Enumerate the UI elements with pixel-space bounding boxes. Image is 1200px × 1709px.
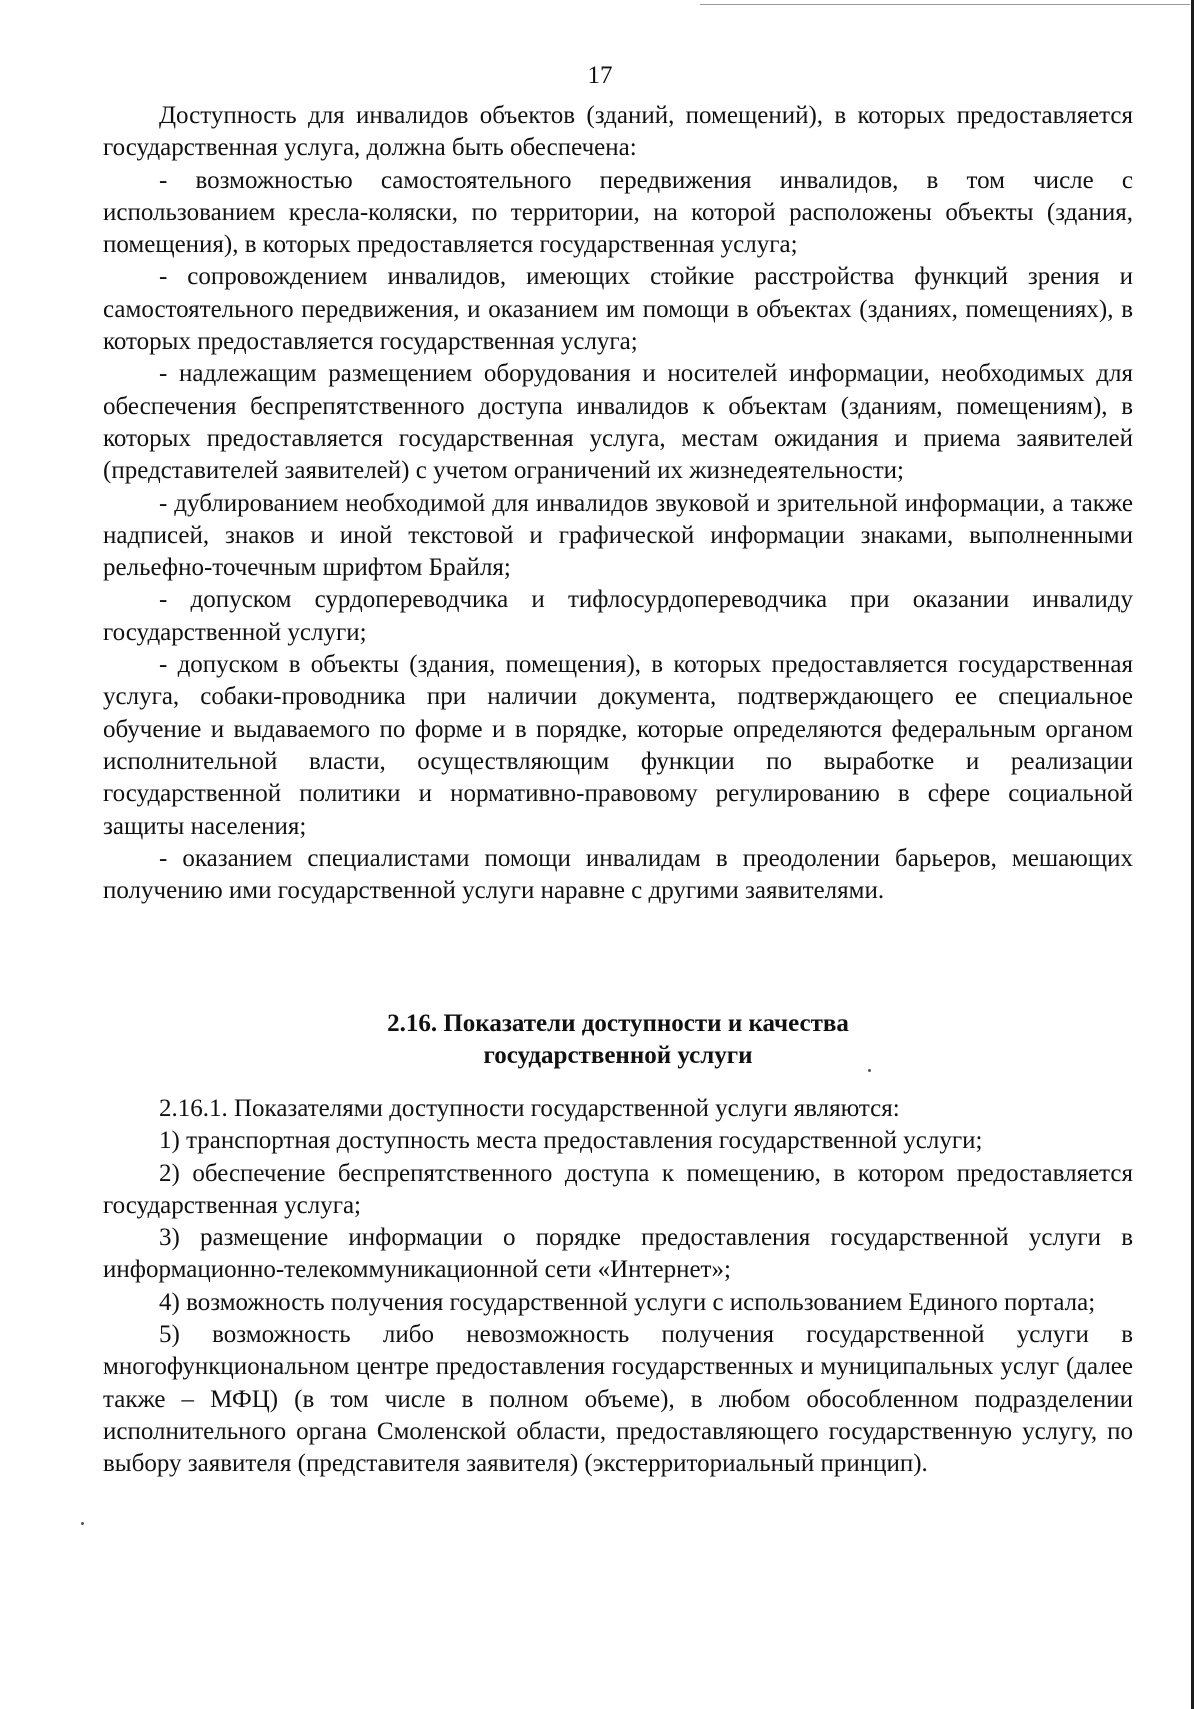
accessibility-indicators-section [103, 1093, 1133, 1481]
scan-edge-right-line [1191, 0, 1194, 1709]
list-item-guide-dog: - допуском в объекты (здания, помещения), в которых предоставляется государственная услуга, собаки-проводника при наличии документа, подтверждающего ее специальное обучение и выдаваемого по форме и в порядке, которые определяются федеральным органом исполнительной власти, осуществляющим функции по выработке и реализации государственной политики и нормативно-правовому регулированию в сфере социальной защиты населения; [103, 651, 1133, 840]
scan-edge-top-line [700, 4, 1190, 5]
list-item-escort: - сопровождением инвалидов, имеющих стойкие расстройства функций зрения и самостоятельного передвижения, и оказанием им помощи в объектах (зданиях, помещениях), в которых предоставляется государственная услуга; [103, 263, 1133, 356]
indicator-item-3: 3) размещение информации о порядке предоставления государственной услуги в информационно-телекоммуникационной сети «Интернет»; [103, 1224, 1133, 1284]
page-number: 17 [587, 62, 613, 89]
list-item-equipment-placement: - надлежащим размещением оборудования и носителей информации, необходимых для обеспечения беспрепятственного доступа инвалидов к объектам (зданиям, помещениям), в которых предоставляется государственная услуга, местам ожидания и приема заявителей (представителей заявителей) с учетом ограничений их жизнедеятельности; [103, 360, 1133, 485]
indicator-item-1: 1) транспортная доступность места предоставления государственной услуги; [159, 1127, 983, 1155]
section-heading-line-2: государственной услуги [483, 1042, 753, 1069]
indicator-item-2: 2) обеспечение беспрепятственного доступа к помещению, в котором предоставляется государственная услуга; [103, 1159, 1133, 1219]
list-item-sign-interpreter: - допуском сурдопереводчика и тифлосурдопереводчика при оказании инвалиду государственной услуги; [103, 586, 1133, 646]
scan-speck [868, 1069, 871, 1072]
accessibility-intro-paragraph: Доступность для инвалидов объектов (зданий, помещений), в которых предоставляется государственная услуга, должна быть обеспечена: [103, 102, 1133, 162]
section-heading-2-16 [103, 1008, 1133, 1072]
indicator-item-4: 4) возможность получения государственной услуги с использованием Единого портала; [159, 1288, 1096, 1316]
list-item-braille-duplication: - дублированием необходимой для инвалидов звуковой и зрительной информации, а также надписей, знаков и иной текстовой и графической информации знаками, выполненными рельефно-точечным шрифтом Брайля; [103, 489, 1133, 582]
list-item-self-movement: - возможностью самостоятельного передвижения инвалидов, в том числе с использованием кресла-коляски, по территории, на которой расположены объекты (здания, помещения), в которых предоставляется государственная услуга; [103, 166, 1133, 259]
section-heading-line-1: 2.16. Показатели доступности и качества [387, 1010, 849, 1037]
scan-speck [81, 1522, 84, 1525]
indicators-intro-paragraph: 2.16.1. Показателями доступности государственной услуги являются: [159, 1095, 900, 1122]
indicator-item-5: 5) возможность либо невозможность получения государственной услуги в многофункциональном центре предоставления государственных и муниципальных услуг (далее также – МФЦ) (в том числе в полном объеме), в любом обособленном подразделении исполнительного органа Смоленской области, предоставляющего государственную услугу, по выбору заявителя (представителя заявителя) (экстерриториальный принцип). [103, 1321, 1133, 1478]
list-item-specialist-assistance: - оказанием специалистами помощи инвалидам в преодолении барьеров, мешающих получению ими государственной услуги наравне с другими заявителями. [103, 844, 1133, 905]
accessibility-requirements-section [103, 100, 1133, 907]
